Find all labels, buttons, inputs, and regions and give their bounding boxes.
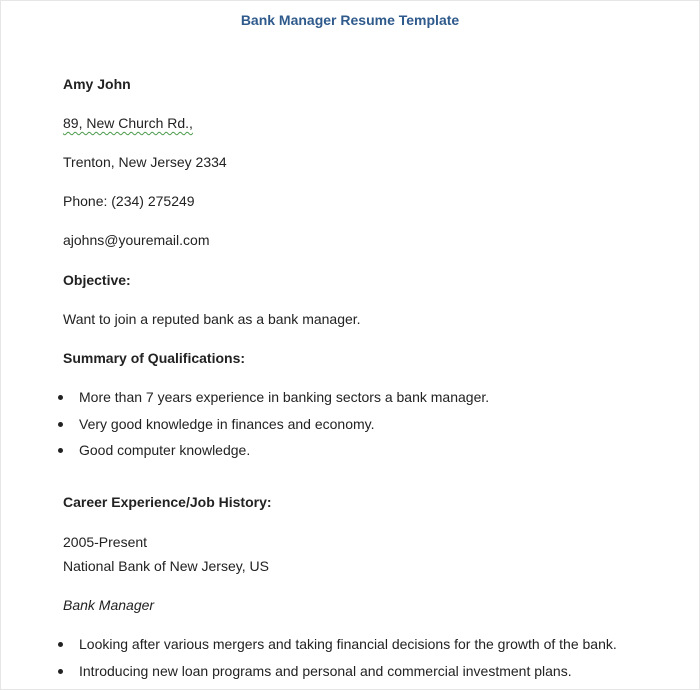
- job-period: 2005-Present: [63, 534, 148, 550]
- qualification-item: [58, 415, 375, 433]
- email-address: ajohns@youremail.com: [63, 232, 210, 248]
- address-line-1-text: 89, New Church Rd.,: [63, 115, 193, 131]
- document-title: Bank Manager Resume Template: [240, 12, 460, 28]
- bullet-icon: [58, 448, 63, 453]
- bullet-icon: [58, 422, 63, 427]
- qualification-item: [58, 441, 250, 459]
- career-heading: Career Experience/Job History:: [63, 494, 272, 510]
- duty-item-text: Looking after various mergers and taking financial decisions for the growth of the bank.: [79, 636, 617, 652]
- candidate-name: Amy John: [63, 76, 131, 92]
- address-line-1: [63, 114, 193, 132]
- qualification-item-text: More than 7 years experience in banking sectors a bank manager.: [79, 389, 490, 405]
- qualification-item-text: Good computer knowledge.: [79, 442, 251, 458]
- duty-item-text: Introducing new loan programs and personal and commercial investment plans.: [79, 663, 572, 679]
- bullet-icon: [58, 395, 63, 400]
- address-line-2: Trenton, New Jersey 2334: [63, 154, 227, 170]
- qualification-item: [58, 388, 489, 406]
- duty-item: [58, 662, 572, 680]
- bullet-icon: [58, 669, 63, 674]
- job-role: Bank Manager: [63, 597, 155, 613]
- objective-text: Want to join a reputed bank as a bank manager.: [63, 311, 361, 327]
- qualification-item-text: Very good knowledge in finances and economy.: [79, 416, 375, 432]
- job-employer: National Bank of New Jersey, US: [63, 558, 269, 574]
- qualifications-heading: Summary of Qualifications:: [63, 350, 246, 366]
- phone-number: Phone: (234) 275249: [63, 193, 195, 209]
- objective-heading: Objective:: [63, 272, 131, 288]
- bullet-icon: [58, 642, 63, 647]
- duty-item: [58, 635, 617, 653]
